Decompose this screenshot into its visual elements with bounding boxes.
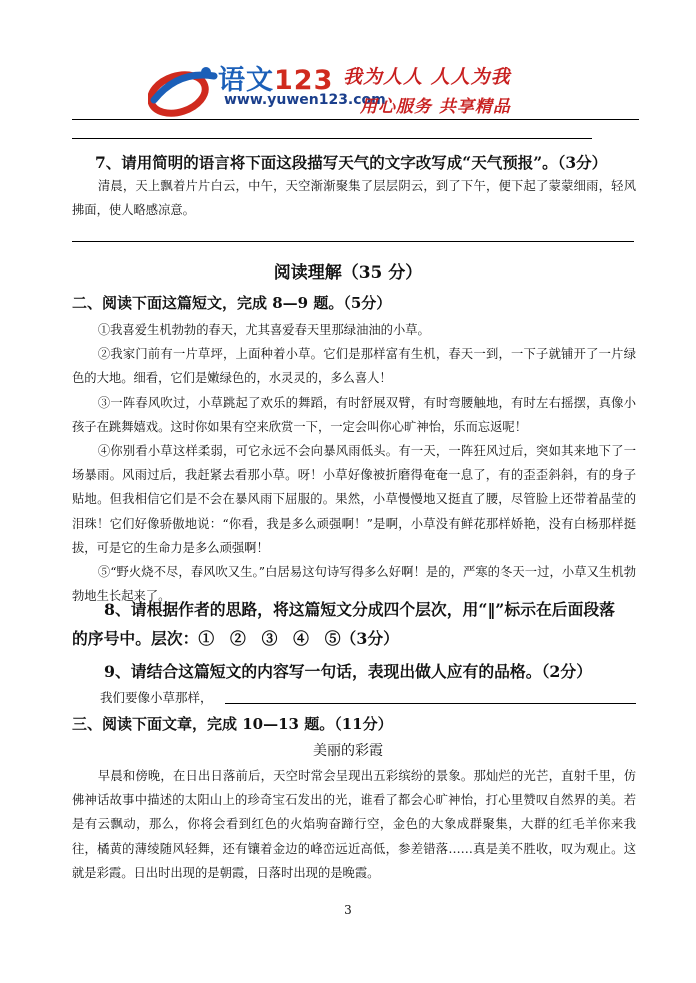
header-divider [72,119,639,120]
passage-paragraph: ②我家门前有一片草坪，上面种着小草。它们是那样富有生机，春天一到，一下子就铺开了一片绿色的大地。细看，它们是嫩绿色的，水灵灵的，多么喜人！ [72,347,636,386]
question-8-line-1: 8、请根据作者的思路，将这篇短文分成四个层次，用“‖”标示在后面段落 [104,600,615,619]
passage-paragraph: ④你别看小草这样柔弱，可它永远不会向暴风雨低头。有一天，一阵狂风过后，突如其来地下了一场暴雨。风雨过后，我赶紧去看那小草。呀！小草好像被折磨得奄奄一息了，有的歪歪斜斜，有的身子贴地。但我相信它们是不会在暴风雨下屈服的。果然，小草慢慢地又挺直了腰，尽管脸上还带着晶莹的泪珠！它们好像骄傲地说：“你看，我是多么顽强啊！”是啊，小草没有鲜花那样娇艳，没有白杨那样挺拔，可是它的生命力是多么顽强啊！ [72,444,636,555]
section-2-title: 二、阅读下面这篇短文，完成 8—9 题。（5分） [72,294,392,312]
section-title-reading: 阅读理解（35 分） [273,263,423,283]
passage-paragraph: ①我喜爱生机勃勃的春天，尤其喜爱春天里那绿油油的小草。 [97,323,430,337]
passage-paragraph: ③一阵春风吹过，小草跳起了欢乐的舞蹈，有时舒展双臂，有时弯腰触地，有时左右摇摆，真像小孩子在跳舞嬉戏。这时你如果有空来欣赏一下，一定会叫你心旷神怡，乐而忘返呢！ [72,395,636,434]
question-9-title: 9、请结合这篇短文的内容写一句话，表现出做人应有的品格。（2分） [104,662,592,681]
section-3-title: 三、阅读下面文章，完成 10—13 题。（11分） [72,715,393,733]
brand-text: 语文 [218,65,274,96]
slogan-line-2: 用心服务 共享精品 [360,97,511,117]
article-title: 美丽的彩霞 [313,743,383,759]
question-8-line-2: 的序号中。层次：① ② ③ ④ ⑤（3分） [72,629,399,648]
logo-swoosh-icon [148,60,218,118]
site-url: www.yuwen123.com [224,92,386,108]
answer-blank-line[interactable] [225,703,636,704]
question-7-text: 清晨，天上飘着片片白云，中午，天空渐渐聚集了层层阴云，到了下午，便下起了蒙蒙细雨，轻风拂面，使人略感凉意。 [72,179,636,218]
question-9-answer-row [100,688,213,706]
page-number: 3 [344,903,352,917]
section-2-passage [72,318,636,608]
answer-line [72,138,592,139]
page-header [0,0,696,125]
article-text: 早晨和傍晚，在日出日落前后，天空时常会呈现出五彩缤纷的景象。那灿烂的光芒，直射千里，仿佛神话故事中描述的太阳山上的珍奇宝石发出的光，谁看了都会心旷神怡，打心里赞叹自然界的美。若是有云飘动，那么，你将会看到红色的火焰驹奋蹄行空，金色的大象成群聚集，大群的红毛羊你来我往，橘黄的薄绫随风轻舞，还有镶着金边的峰峦远近高低，参差错落……真是美不胜收，叹为观止。这就是彩霞。日出时出现的是朝霞，日落时出现的是晚霞。 [72,769,636,880]
answer-line [72,241,634,242]
question-7-title: 7、请用简明的语言将下面这段描写天气的文字改写成“天气预报”。（3分） [95,153,608,172]
brand-number: 123 [274,65,334,96]
question-9-prompt: 我们要像小草那样， [100,690,213,705]
slogan-line-1: 我为人人 人人为我 [343,66,511,88]
passage-paragraph: ⑤“野火烧不尽，春风吹又生。”白居易这句诗写得多么好啊！是的，严寒的冬天一过，小草又生机勃勃地生长起来了。 [72,565,636,604]
